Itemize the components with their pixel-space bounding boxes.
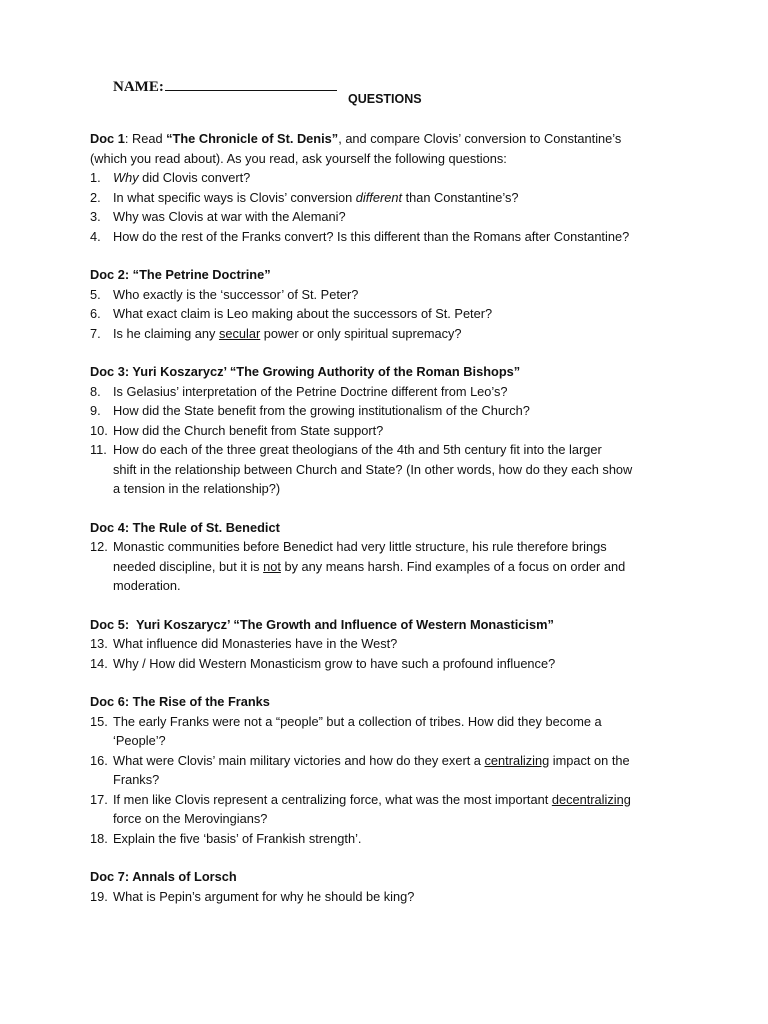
- doc-1-intro: , and compare Clovis’ conversion to Constantine’s: [338, 131, 622, 146]
- question-17: [90, 790, 690, 829]
- doc-7-questions: [90, 887, 690, 907]
- question-3: [90, 207, 690, 227]
- section-doc-2: [90, 265, 690, 343]
- section-doc-7: [90, 867, 690, 906]
- question-line: [113, 557, 690, 577]
- question-text: Is he claiming any: [113, 325, 219, 341]
- question-number: 9.: [90, 403, 101, 418]
- section-doc-5: [90, 615, 690, 674]
- question-text: How did the Church benefit from State support?: [113, 422, 384, 438]
- question-number: 11.: [90, 442, 107, 457]
- question-19: [90, 887, 690, 907]
- questions-body: [90, 129, 690, 925]
- question-text: Why was Clovis at war with the Alemani?: [113, 209, 346, 224]
- doc-4-questions: [90, 537, 690, 596]
- question-6: [90, 304, 690, 324]
- doc-1-label: Doc 1: [90, 131, 125, 146]
- question-2: [90, 188, 690, 208]
- question-number: 1.: [90, 170, 101, 185]
- question-text: needed discipline, but it is: [113, 558, 264, 574]
- question-number: 3.: [90, 209, 101, 224]
- question-text: Who exactly is the ‘successor’ of St. Peter?: [113, 286, 359, 302]
- doc-6-heading: Doc 6: The Rise of the Franks: [90, 694, 270, 709]
- doc-3-heading: Doc 3: Yuri Koszarycz’ “The Growing Authority of the Roman Bishops”: [90, 364, 521, 379]
- question-7: [90, 324, 690, 344]
- section-doc-1: [90, 129, 690, 246]
- question-text: Monastic communities before Benedict had very little structure, his rule therefore brings: [113, 539, 607, 554]
- question-number: 2.: [90, 189, 101, 205]
- name-field: [113, 76, 337, 96]
- doc-1-title: “The Chronicle of St. Denis”: [166, 131, 339, 146]
- question-text: Why / How did Western Monasticism grow to have such a profound influence?: [113, 655, 556, 671]
- name-label: NAME:: [113, 79, 164, 95]
- question-text: a tension in the relationship?): [113, 481, 281, 496]
- doc-6-questions: [90, 712, 690, 849]
- question-number: 16.: [90, 752, 108, 768]
- doc-1-sep: : Read: [124, 131, 167, 146]
- question-emphasis: Why: [113, 170, 139, 185]
- question-number: 5.: [90, 286, 101, 302]
- question-10: [90, 421, 690, 441]
- question-text: power or only spiritual supremacy?: [260, 325, 462, 341]
- question-text: ‘People’?: [113, 733, 166, 748]
- doc-1-intro-line2: (which you read about). As you read, ask yourself the following questions:: [90, 150, 507, 166]
- question-13: [90, 634, 690, 654]
- question-text: did Clovis convert?: [138, 170, 251, 185]
- question-text: How did the State benefit from the growing institutionalism of the Church?: [113, 403, 530, 418]
- question-number: 8.: [90, 383, 101, 399]
- question-text: If men like Clovis represent a centralizing force, what was the most important: [113, 791, 552, 807]
- question-underlined: decentralizing: [551, 791, 631, 807]
- question-text: What influence did Monasteries have in the West?: [113, 636, 398, 651]
- question-text: What is Pepin’s argument for why he should be king?: [113, 888, 415, 904]
- question-text: impact on the: [549, 752, 630, 768]
- question-11: [90, 440, 690, 499]
- question-number: 19.: [90, 888, 108, 904]
- question-number: 14.: [90, 655, 108, 671]
- question-number: 15.: [90, 713, 108, 729]
- question-text: shift in the relationship between Church and State? (In other words, how do they each show: [113, 461, 633, 477]
- question-9: [90, 401, 690, 421]
- question-underlined: centralizing: [484, 752, 550, 768]
- name-blank-line: [165, 76, 337, 91]
- doc-3-questions: [90, 382, 690, 499]
- section-doc-6: [90, 692, 690, 848]
- question-text: by any means harsh. Find examples of a focus on order and: [280, 558, 626, 574]
- question-15: [90, 712, 690, 751]
- question-5: [90, 285, 690, 305]
- doc-7-heading: Doc 7: Annals of Lorsch: [90, 869, 237, 884]
- question-14: [90, 654, 690, 674]
- question-number: 7.: [90, 325, 101, 341]
- section-doc-4: [90, 518, 690, 596]
- question-text: moderation.: [113, 578, 181, 593]
- question-line: [113, 790, 690, 810]
- doc-1-heading: [90, 129, 690, 149]
- question-text: What exact claim is Leo making about the successors of St. Peter?: [113, 306, 493, 321]
- question-text: Franks?: [113, 772, 160, 787]
- question-number: 10.: [90, 422, 108, 438]
- doc-5-heading: Doc 5: Yuri Koszarycz’ “The Growth and Influence of Western Monasticism”: [90, 616, 554, 632]
- question-18: [90, 829, 690, 849]
- question-text: Is Gelasius’ interpretation of the Petrine Doctrine different from Leo’s?: [113, 383, 508, 399]
- question-number: 4.: [90, 228, 101, 244]
- question-text: How do each of the three great theologians of the 4th and 5th century fit into the larger: [113, 442, 602, 457]
- question-underlined: not: [263, 558, 281, 574]
- question-number: 17.: [90, 791, 108, 807]
- question-text: What were Clovis’ main military victories and how do they exert a: [113, 752, 485, 768]
- question-1: [90, 168, 690, 188]
- question-text: force on the Merovingians?: [113, 811, 268, 826]
- question-number: 13.: [90, 636, 108, 651]
- question-8: [90, 382, 690, 402]
- doc-2-heading: Doc 2: “The Petrine Doctrine”: [90, 267, 271, 282]
- question-16: [90, 751, 690, 790]
- question-4: [90, 227, 690, 247]
- question-number: 6.: [90, 306, 101, 321]
- question-text: Explain the five ‘basis’ of Frankish strength’.: [113, 830, 362, 846]
- doc-4-heading: Doc 4: The Rule of St. Benedict: [90, 519, 280, 535]
- question-text: The early Franks were not a “people” but a collection of tribes. How did they become a: [113, 713, 602, 729]
- doc-1-questions: [90, 168, 690, 246]
- doc-5-questions: [90, 634, 690, 673]
- question-line: [113, 751, 690, 771]
- question-text: than Constantine’s?: [402, 189, 519, 205]
- section-doc-3: [90, 362, 690, 499]
- page-title: QUESTIONS: [348, 92, 422, 106]
- question-text: How do the rest of the Franks convert? Is this different than the Romans after Constantine?: [113, 228, 630, 244]
- question-underlined: secular: [218, 325, 261, 341]
- question-emphasis: different: [355, 189, 403, 205]
- question-number: 18.: [90, 830, 108, 846]
- doc-2-questions: [90, 285, 690, 344]
- question-12: [90, 537, 690, 596]
- question-text: In what specific ways is Clovis’ conversion: [113, 189, 356, 205]
- question-number: 12.: [90, 539, 108, 554]
